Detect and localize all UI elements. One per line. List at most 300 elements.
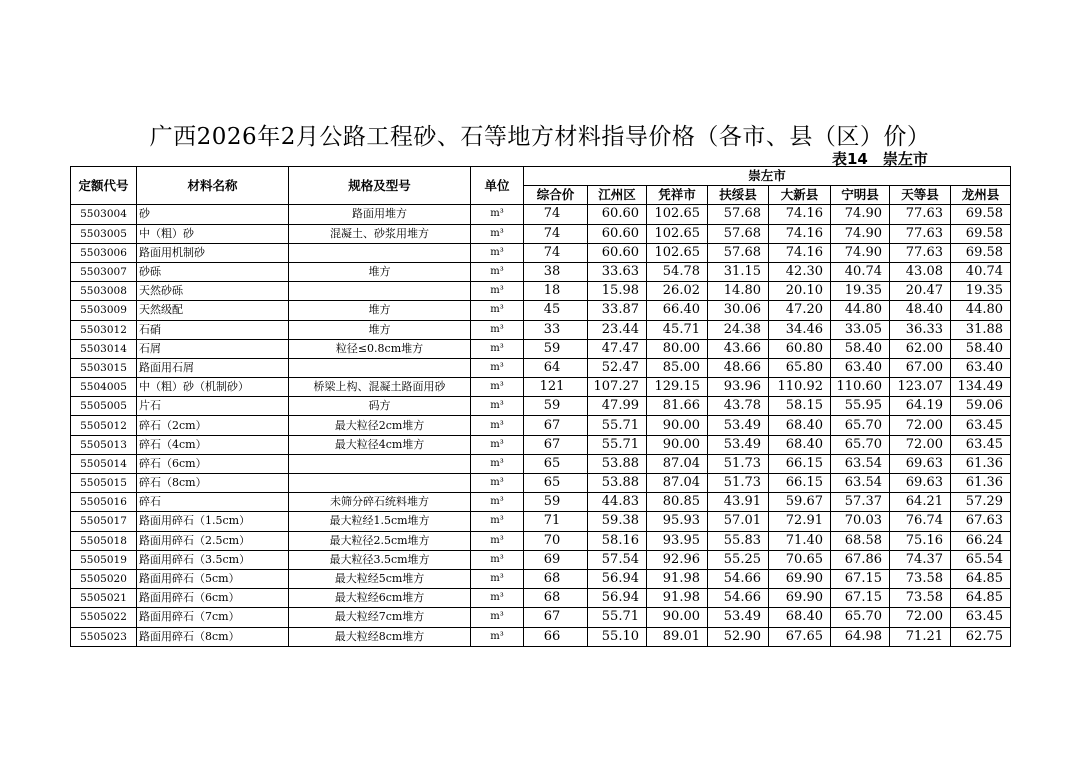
cell-price: 47.47 [588, 339, 647, 358]
cell-price: 44.83 [588, 493, 647, 512]
cell-spec: 最大粒径2cm堆方 [289, 416, 471, 435]
cell-price: 77.63 [890, 205, 951, 224]
cell-price: 73.58 [890, 589, 951, 608]
price-table [70, 166, 1011, 647]
cell-price: 91.98 [647, 569, 708, 588]
cell-total-price: 67 [524, 435, 588, 454]
cell-price: 52.47 [588, 358, 647, 377]
cell-price: 63.54 [831, 454, 890, 473]
cell-price: 43.08 [890, 262, 951, 281]
cell-price: 73.58 [890, 569, 951, 588]
cell-price: 69.90 [769, 589, 831, 608]
cell-spec: 最大粒经5cm堆方 [289, 569, 471, 588]
table-row [71, 320, 1011, 339]
cell-price: 66.15 [769, 454, 831, 473]
cell-code: 5505023 [71, 627, 137, 646]
document-title: 广西2026年2月公路工程砂、石等地方材料指导价格（各市、县（区）价） [149, 124, 931, 150]
cell-price: 57.68 [708, 224, 769, 243]
cell-price: 74.90 [831, 224, 890, 243]
cell-price: 55.71 [588, 608, 647, 627]
cell-price: 53.88 [588, 454, 647, 473]
cell-code: 5505019 [71, 550, 137, 569]
cell-price: 55.71 [588, 435, 647, 454]
cell-spec: 最大粒经1.5cm堆方 [289, 512, 471, 531]
cell-unit: m³ [471, 454, 524, 473]
cell-price: 63.45 [951, 608, 1011, 627]
cell-price: 68.58 [831, 531, 890, 550]
cell-unit: m³ [471, 474, 524, 493]
table-row [71, 550, 1011, 569]
cell-unit: m³ [471, 493, 524, 512]
cell-price: 19.35 [951, 282, 1011, 301]
cell-price: 74.16 [769, 243, 831, 262]
cell-price: 57.54 [588, 550, 647, 569]
cell-price: 53.49 [708, 416, 769, 435]
cell-name: 碎石（8cm） [137, 474, 289, 493]
cell-unit: m³ [471, 550, 524, 569]
cell-total-price: 65 [524, 454, 588, 473]
cell-total-price: 68 [524, 569, 588, 588]
cell-name: 天然砂砾 [137, 282, 289, 301]
header-city: 崇左市 [524, 167, 1011, 186]
cell-price: 90.00 [647, 435, 708, 454]
header-column: 宁明县 [831, 186, 890, 205]
cell-price: 64.85 [951, 569, 1011, 588]
cell-price: 69.90 [769, 569, 831, 588]
cell-unit: m³ [471, 339, 524, 358]
cell-name: 路面用碎石（2.5cm） [137, 531, 289, 550]
cell-price: 52.90 [708, 627, 769, 646]
cell-code: 5503008 [71, 282, 137, 301]
cell-price: 68.40 [769, 608, 831, 627]
cell-price: 72.00 [890, 608, 951, 627]
cell-price: 57.68 [708, 205, 769, 224]
table-row [71, 493, 1011, 512]
cell-total-price: 45 [524, 301, 588, 320]
cell-price: 90.00 [647, 608, 708, 627]
cell-price: 24.38 [708, 320, 769, 339]
table-row [71, 589, 1011, 608]
table-row [71, 282, 1011, 301]
cell-spec: 最大粒径2.5cm堆方 [289, 531, 471, 550]
cell-price: 69.58 [951, 243, 1011, 262]
cell-price: 54.66 [708, 569, 769, 588]
cell-total-price: 66 [524, 627, 588, 646]
cell-name: 路面用碎石（6cm） [137, 589, 289, 608]
cell-name: 砂砾 [137, 262, 289, 281]
cell-name: 天然级配 [137, 301, 289, 320]
cell-price: 67.63 [951, 512, 1011, 531]
cell-spec: 堆方 [289, 262, 471, 281]
cell-price: 67.00 [890, 358, 951, 377]
cell-price: 134.49 [951, 378, 1011, 397]
cell-name: 路面用碎石（8cm） [137, 627, 289, 646]
table-row [71, 474, 1011, 493]
cell-price: 42.30 [769, 262, 831, 281]
cell-unit: m³ [471, 569, 524, 588]
cell-price: 67.65 [769, 627, 831, 646]
cell-spec: 未筛分碎石统料堆方 [289, 493, 471, 512]
header-unit: 单位 [471, 167, 524, 205]
header-column: 凭祥市 [647, 186, 708, 205]
cell-spec: 码方 [289, 397, 471, 416]
cell-name: 路面用碎石（5cm） [137, 569, 289, 588]
cell-price: 67.15 [831, 569, 890, 588]
cell-unit: m³ [471, 320, 524, 339]
cell-price: 47.20 [769, 301, 831, 320]
cell-code: 5503009 [71, 301, 137, 320]
cell-code: 5505012 [71, 416, 137, 435]
cell-price: 65.70 [831, 608, 890, 627]
cell-price: 74.16 [769, 224, 831, 243]
cell-total-price: 38 [524, 262, 588, 281]
cell-price: 74.90 [831, 243, 890, 262]
cell-total-price: 74 [524, 243, 588, 262]
cell-price: 58.40 [951, 339, 1011, 358]
table-row [71, 358, 1011, 377]
cell-code: 5503005 [71, 224, 137, 243]
cell-price: 56.94 [588, 569, 647, 588]
cell-price: 43.78 [708, 397, 769, 416]
cell-code: 5505018 [71, 531, 137, 550]
cell-code: 5505022 [71, 608, 137, 627]
cell-code: 5505014 [71, 454, 137, 473]
header-column: 天等县 [890, 186, 951, 205]
cell-total-price: 74 [524, 224, 588, 243]
cell-spec [289, 243, 471, 262]
cell-spec [289, 454, 471, 473]
cell-spec: 最大粒径3.5cm堆方 [289, 550, 471, 569]
cell-total-price: 59 [524, 397, 588, 416]
cell-price: 69.63 [890, 474, 951, 493]
table-row [71, 301, 1011, 320]
table-row [71, 435, 1011, 454]
cell-code: 5505017 [71, 512, 137, 531]
cell-name: 中（粗）砂（机制砂） [137, 378, 289, 397]
cell-spec: 堆方 [289, 320, 471, 339]
cell-code: 5505016 [71, 493, 137, 512]
table-row [71, 262, 1011, 281]
header-name: 材料名称 [137, 167, 289, 205]
table-row [71, 608, 1011, 627]
cell-name: 石屑 [137, 339, 289, 358]
cell-code: 5503007 [71, 262, 137, 281]
cell-unit: m³ [471, 205, 524, 224]
cell-unit: m³ [471, 397, 524, 416]
cell-spec: 粒径≤0.8cm堆方 [289, 339, 471, 358]
cell-price: 102.65 [647, 243, 708, 262]
cell-price: 40.74 [951, 262, 1011, 281]
cell-code: 5505013 [71, 435, 137, 454]
cell-name: 碎石（6cm） [137, 454, 289, 473]
cell-price: 63.54 [831, 474, 890, 493]
cell-spec: 最大粒径4cm堆方 [289, 435, 471, 454]
cell-price: 23.44 [588, 320, 647, 339]
cell-price: 81.66 [647, 397, 708, 416]
cell-total-price: 69 [524, 550, 588, 569]
cell-total-price: 68 [524, 589, 588, 608]
cell-code: 5503006 [71, 243, 137, 262]
cell-unit: m³ [471, 435, 524, 454]
cell-total-price: 121 [524, 378, 588, 397]
cell-name: 中（粗）砂 [137, 224, 289, 243]
cell-price: 53.88 [588, 474, 647, 493]
cell-price: 63.40 [831, 358, 890, 377]
cell-code: 5503012 [71, 320, 137, 339]
cell-code: 5505015 [71, 474, 137, 493]
cell-price: 129.15 [647, 378, 708, 397]
cell-spec: 最大粒经8cm堆方 [289, 627, 471, 646]
cell-price: 93.95 [647, 531, 708, 550]
cell-price: 90.00 [647, 416, 708, 435]
cell-spec: 桥梁上构、混凝土路面用砂 [289, 378, 471, 397]
cell-price: 55.25 [708, 550, 769, 569]
cell-name: 砂 [137, 205, 289, 224]
cell-price: 43.91 [708, 493, 769, 512]
cell-price: 69.63 [890, 454, 951, 473]
cell-price: 110.60 [831, 378, 890, 397]
cell-price: 59.67 [769, 493, 831, 512]
cell-price: 63.40 [951, 358, 1011, 377]
cell-name: 碎石 [137, 493, 289, 512]
cell-price: 67.15 [831, 589, 890, 608]
cell-price: 58.16 [588, 531, 647, 550]
cell-code: 5505021 [71, 589, 137, 608]
cell-price: 33.87 [588, 301, 647, 320]
table-row [71, 531, 1011, 550]
cell-price: 77.63 [890, 224, 951, 243]
cell-price: 66.15 [769, 474, 831, 493]
table-row [71, 205, 1011, 224]
cell-price: 26.02 [647, 282, 708, 301]
cell-price: 33.05 [831, 320, 890, 339]
cell-price: 53.49 [708, 608, 769, 627]
table-row [71, 397, 1011, 416]
cell-price: 123.07 [890, 378, 951, 397]
cell-price: 36.33 [890, 320, 951, 339]
cell-unit: m³ [471, 627, 524, 646]
cell-unit: m³ [471, 262, 524, 281]
cell-price: 31.15 [708, 262, 769, 281]
cell-price: 64.98 [831, 627, 890, 646]
cell-price: 71.40 [769, 531, 831, 550]
cell-price: 51.73 [708, 474, 769, 493]
cell-name: 片石 [137, 397, 289, 416]
cell-price: 65.54 [951, 550, 1011, 569]
cell-price: 48.66 [708, 358, 769, 377]
cell-price: 40.74 [831, 262, 890, 281]
cell-spec [289, 282, 471, 301]
cell-total-price: 59 [524, 493, 588, 512]
cell-unit: m³ [471, 358, 524, 377]
cell-price: 58.40 [831, 339, 890, 358]
cell-price: 63.45 [951, 435, 1011, 454]
cell-total-price: 71 [524, 512, 588, 531]
cell-price: 63.45 [951, 416, 1011, 435]
cell-price: 59.38 [588, 512, 647, 531]
cell-total-price: 59 [524, 339, 588, 358]
cell-spec [289, 474, 471, 493]
cell-unit: m³ [471, 589, 524, 608]
cell-unit: m³ [471, 531, 524, 550]
cell-price: 45.71 [647, 320, 708, 339]
cell-price: 56.94 [588, 589, 647, 608]
table-row [71, 569, 1011, 588]
cell-price: 20.47 [890, 282, 951, 301]
cell-price: 93.96 [708, 378, 769, 397]
cell-price: 55.83 [708, 531, 769, 550]
cell-price: 54.78 [647, 262, 708, 281]
cell-price: 55.10 [588, 627, 647, 646]
cell-price: 68.40 [769, 416, 831, 435]
cell-price: 66.40 [647, 301, 708, 320]
cell-unit: m³ [471, 608, 524, 627]
cell-price: 102.65 [647, 224, 708, 243]
cell-price: 65.80 [769, 358, 831, 377]
header-code: 定额代号 [71, 167, 137, 205]
cell-price: 85.00 [647, 358, 708, 377]
table-row [71, 378, 1011, 397]
header-column: 江州区 [588, 186, 647, 205]
cell-unit: m³ [471, 282, 524, 301]
cell-total-price: 70 [524, 531, 588, 550]
cell-price: 53.49 [708, 435, 769, 454]
cell-price: 14.80 [708, 282, 769, 301]
cell-code: 5503004 [71, 205, 137, 224]
cell-price: 58.15 [769, 397, 831, 416]
cell-price: 110.92 [769, 378, 831, 397]
cell-name: 路面用石屑 [137, 358, 289, 377]
cell-price: 70.03 [831, 512, 890, 531]
cell-price: 76.74 [890, 512, 951, 531]
cell-price: 31.88 [951, 320, 1011, 339]
cell-total-price: 67 [524, 416, 588, 435]
table-row [71, 243, 1011, 262]
cell-price: 92.96 [647, 550, 708, 569]
cell-price: 89.01 [647, 627, 708, 646]
cell-price: 74.90 [831, 205, 890, 224]
cell-price: 60.60 [588, 224, 647, 243]
cell-price: 54.66 [708, 589, 769, 608]
cell-price: 62.75 [951, 627, 1011, 646]
cell-price: 70.65 [769, 550, 831, 569]
cell-price: 20.10 [769, 282, 831, 301]
cell-name: 石硝 [137, 320, 289, 339]
cell-price: 72.91 [769, 512, 831, 531]
cell-price: 62.00 [890, 339, 951, 358]
cell-price: 55.95 [831, 397, 890, 416]
cell-price: 65.70 [831, 435, 890, 454]
table-body [71, 205, 1011, 646]
cell-spec: 最大粒经6cm堆方 [289, 589, 471, 608]
cell-price: 77.63 [890, 243, 951, 262]
cell-name: 碎石（4cm） [137, 435, 289, 454]
cell-price: 43.66 [708, 339, 769, 358]
cell-price: 69.58 [951, 205, 1011, 224]
cell-price: 60.80 [769, 339, 831, 358]
cell-total-price: 67 [524, 608, 588, 627]
cell-price: 68.40 [769, 435, 831, 454]
cell-total-price: 33 [524, 320, 588, 339]
table-row [71, 224, 1011, 243]
cell-unit: m³ [471, 512, 524, 531]
cell-price: 19.35 [831, 282, 890, 301]
cell-total-price: 74 [524, 205, 588, 224]
cell-name: 路面用机制砂 [137, 243, 289, 262]
cell-code: 5505020 [71, 569, 137, 588]
cell-spec: 混凝土、砂浆用堆方 [289, 224, 471, 243]
header-column: 龙州县 [951, 186, 1011, 205]
cell-unit: m³ [471, 378, 524, 397]
cell-price: 74.37 [890, 550, 951, 569]
cell-price: 55.71 [588, 416, 647, 435]
cell-price: 72.00 [890, 416, 951, 435]
cell-price: 60.60 [588, 205, 647, 224]
cell-name: 路面用碎石（1.5cm） [137, 512, 289, 531]
cell-price: 71.21 [890, 627, 951, 646]
cell-price: 102.65 [647, 205, 708, 224]
cell-price: 66.24 [951, 531, 1011, 550]
cell-price: 30.06 [708, 301, 769, 320]
table-row [71, 416, 1011, 435]
cell-price: 91.98 [647, 589, 708, 608]
table-row [71, 339, 1011, 358]
cell-spec: 路面用堆方 [289, 205, 471, 224]
cell-price: 57.29 [951, 493, 1011, 512]
cell-code: 5505005 [71, 397, 137, 416]
cell-unit: m³ [471, 416, 524, 435]
cell-total-price: 64 [524, 358, 588, 377]
header-column: 综合价 [524, 186, 588, 205]
cell-price: 87.04 [647, 454, 708, 473]
table-row [71, 454, 1011, 473]
cell-price: 59.06 [951, 397, 1011, 416]
cell-price: 61.36 [951, 474, 1011, 493]
cell-unit: m³ [471, 301, 524, 320]
header-column: 大新县 [769, 186, 831, 205]
cell-name: 路面用碎石（3.5cm） [137, 550, 289, 569]
cell-price: 61.36 [951, 454, 1011, 473]
cell-price: 107.27 [588, 378, 647, 397]
cell-price: 51.73 [708, 454, 769, 473]
cell-price: 44.80 [831, 301, 890, 320]
cell-price: 47.99 [588, 397, 647, 416]
cell-total-price: 65 [524, 474, 588, 493]
cell-price: 15.98 [588, 282, 647, 301]
cell-name: 路面用碎石（7cm） [137, 608, 289, 627]
cell-code: 5503014 [71, 339, 137, 358]
cell-price: 57.01 [708, 512, 769, 531]
cell-price: 64.85 [951, 589, 1011, 608]
cell-price: 60.60 [588, 243, 647, 262]
cell-price: 67.86 [831, 550, 890, 569]
cell-name: 碎石（2cm） [137, 416, 289, 435]
cell-price: 75.16 [890, 531, 951, 550]
cell-price: 69.58 [951, 224, 1011, 243]
cell-spec: 最大粒经7cm堆方 [289, 608, 471, 627]
cell-price: 64.21 [890, 493, 951, 512]
header-spec: 规格及型号 [289, 167, 471, 205]
table-row [71, 512, 1011, 531]
cell-price: 64.19 [890, 397, 951, 416]
cell-price: 34.46 [769, 320, 831, 339]
cell-unit: m³ [471, 224, 524, 243]
cell-price: 57.68 [708, 243, 769, 262]
cell-code: 5503015 [71, 358, 137, 377]
header-column: 扶绥县 [708, 186, 769, 205]
cell-code: 5504005 [71, 378, 137, 397]
cell-price: 48.40 [890, 301, 951, 320]
